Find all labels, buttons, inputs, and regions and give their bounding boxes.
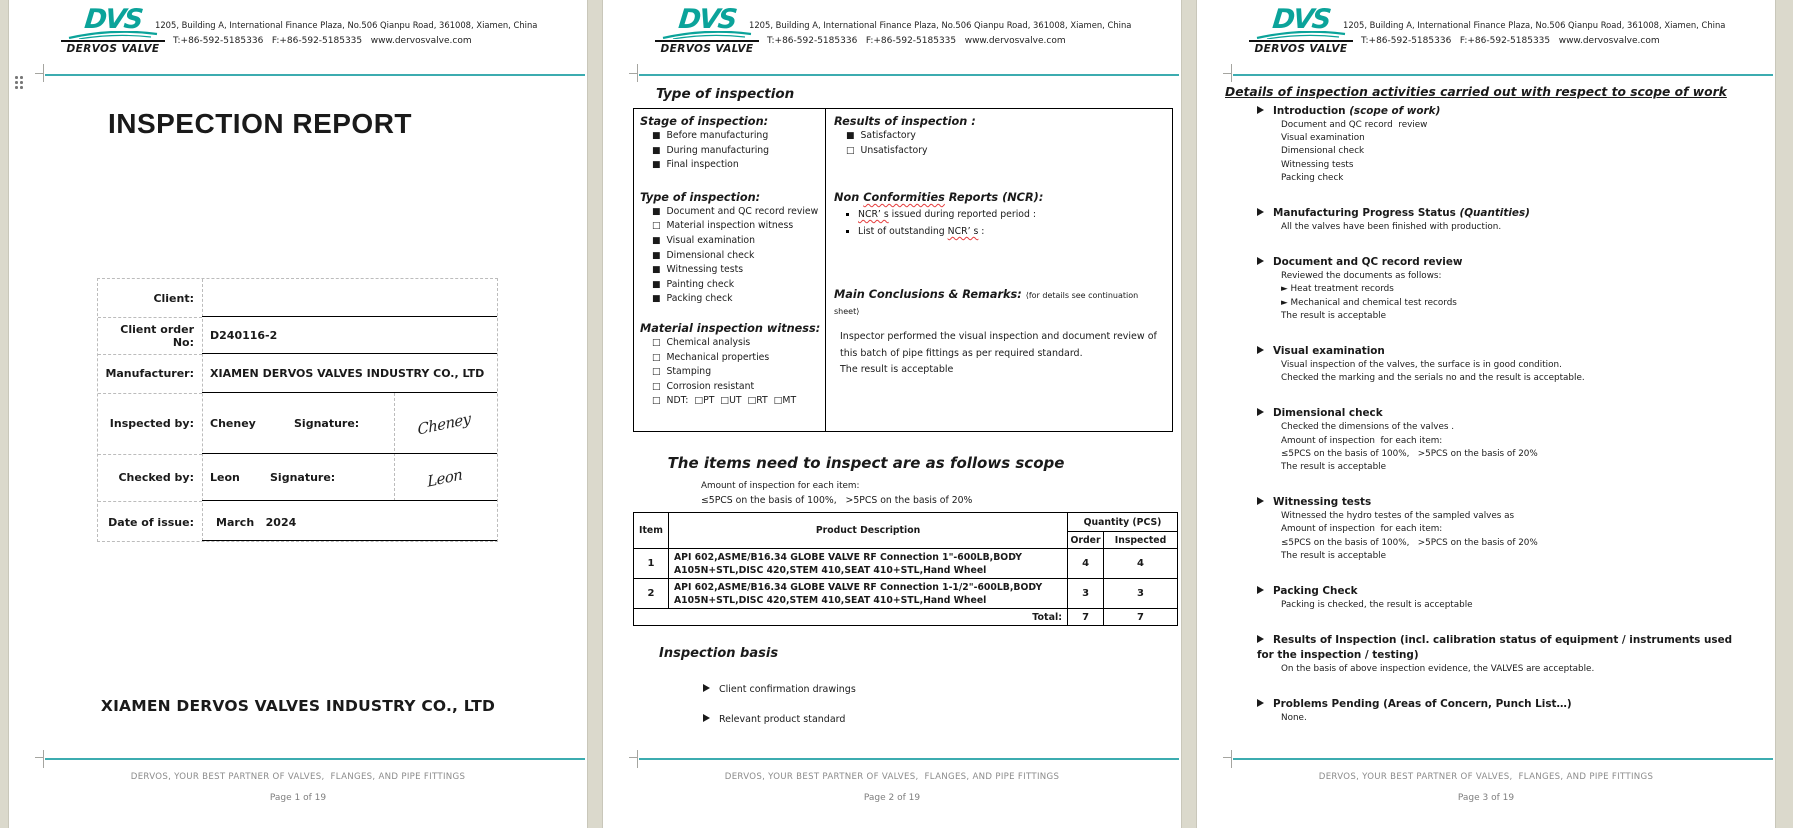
page-number: Page 1 of 19 bbox=[269, 793, 327, 803]
item-description: API 602,ASME/B16.34 GLOBE VALVE RF Connection 1-1/2"-600LB,BODY A105N+STL,DISC 420,STEM 410,SEAT 410+STL,Hand Wheel bbox=[668, 579, 1067, 609]
order-qty: 4 bbox=[1068, 549, 1104, 579]
logo-dvs-text: DVS bbox=[1270, 4, 1332, 35]
total-label: Total: bbox=[634, 609, 1068, 626]
field-value[interactable]: D240116-2 bbox=[210, 329, 278, 342]
checkbox-item: □ NDT: □PT □UT □RT □MT bbox=[652, 395, 797, 407]
section-dimensional-check: Dimensional check Checked the dimensions of the valves . Amount of inspection for each item: ≤5PCS on the basis of 100%, >5PCS on the basis of 20% The result is acceptable bbox=[1257, 406, 1749, 474]
section-introduction: Introduction (scope of work) Document and QC record review Visual examination Dimensional check Witnessing tests Packing check bbox=[1257, 104, 1749, 185]
amount-line-1: Amount of inspection for each item: bbox=[701, 481, 860, 491]
conclusion-line: Inspector performed the visual inspection and document review of bbox=[840, 331, 1157, 343]
header-boundary-mark bbox=[1223, 73, 1232, 74]
order-qty: 3 bbox=[1068, 579, 1104, 609]
field-label: Client order No: bbox=[120, 322, 194, 349]
logo-company-text: DERVOS VALVE bbox=[1249, 40, 1353, 55]
arrow-bullet-icon bbox=[1257, 106, 1264, 114]
section-document-qc-review: Document and QC record review Reviewed the documents as follows: ► Heat treatment records ► Mechanical and chemical test records The result is acceptable bbox=[1257, 255, 1749, 323]
scope-title: The items need to inspect are as follows scope bbox=[667, 454, 1065, 472]
signature-label: Signature: bbox=[294, 417, 360, 430]
checkbox-icon[interactable]: ■ bbox=[652, 294, 661, 305]
address-line-2: T:+86-592-5185336 F:+86-592-5185335 www.dervosvalve.com bbox=[1361, 36, 1660, 46]
square-bullet-icon bbox=[846, 213, 849, 216]
total-row bbox=[634, 609, 1178, 626]
checkbox-item: □ Corrosion resistant bbox=[652, 380, 755, 392]
report-info-table bbox=[97, 278, 498, 542]
logo-dvs-text: DVS bbox=[676, 4, 738, 35]
checkbox-icon[interactable]: □ bbox=[652, 352, 661, 363]
checkbox-icon[interactable]: ■ bbox=[652, 160, 661, 171]
inspector-name[interactable]: Cheney bbox=[210, 417, 256, 430]
details-sections bbox=[1257, 104, 1749, 747]
section-results-of-inspection: Results of Inspection (incl. calibration status of equipment / instruments used for the inspection / testing) On the basis of above inspection evidence, the VALVES are acceptable. bbox=[1257, 634, 1733, 675]
row-checked-by bbox=[98, 454, 497, 501]
header-address bbox=[155, 19, 581, 48]
type-title: Type of inspection: bbox=[640, 190, 761, 204]
footer-boundary-mark bbox=[1231, 750, 1232, 768]
checkbox-item: ■ Before manufacturing bbox=[652, 130, 769, 141]
field-label: Checked by: bbox=[118, 471, 194, 484]
company-name: XIAMEN DERVOS VALVES INDUSTRY CO., LTD bbox=[100, 697, 496, 715]
footer-rule bbox=[1233, 758, 1773, 760]
amount-line-2: ≤5PCS on the basis of 100%, >5PCS on the basis of 20% bbox=[701, 495, 973, 506]
address-line-2: T:+86-592-5185336 F:+86-592-5185335 www.dervosvalve.com bbox=[173, 36, 472, 46]
checkbox-icon[interactable]: ■ bbox=[846, 131, 855, 141]
footer-boundary-mark bbox=[43, 750, 44, 768]
arrow-bullet-icon bbox=[1257, 408, 1264, 416]
row-client bbox=[98, 279, 497, 317]
conclusion-line: The result is acceptable bbox=[840, 364, 954, 376]
inspection-type-table bbox=[633, 108, 1173, 432]
items-table bbox=[633, 512, 1178, 626]
section-packing-check: Packing Check Packing is checked, the result is acceptable bbox=[1257, 584, 1749, 612]
row-manufacturer bbox=[98, 354, 497, 393]
page-2[interactable] bbox=[602, 0, 1182, 828]
drag-handle[interactable] bbox=[15, 76, 23, 89]
dervos-logo bbox=[61, 6, 165, 55]
checkbox-icon[interactable]: ■ bbox=[652, 131, 661, 141]
page-3[interactable] bbox=[1196, 0, 1776, 828]
basis-item: Client confirmation drawings bbox=[703, 684, 856, 695]
col-header-inspected: Inspected bbox=[1104, 532, 1178, 549]
item-number: 1 bbox=[634, 549, 669, 579]
footer-boundary-mark bbox=[629, 757, 638, 758]
inspected-qty: 3 bbox=[1104, 579, 1178, 609]
checkbox-icon[interactable]: □ bbox=[846, 145, 855, 156]
report-title: INSPECTION REPORT bbox=[107, 108, 413, 139]
checkbox-item: ■ Packing check bbox=[652, 293, 733, 305]
ncr-outstanding-line: List of outstanding NCR’ s : bbox=[834, 224, 1166, 239]
footer-tagline: DERVOS, YOUR BEST PARTNER OF VALVES, FLANGES, AND PIPE FITTINGS bbox=[724, 772, 1060, 782]
ncr-issued-line: NCR’ s issued during reported period : bbox=[834, 207, 1166, 222]
arrow-bullet-icon bbox=[1257, 586, 1264, 594]
total-inspected: 7 bbox=[1104, 609, 1178, 626]
checkbox-item: ■ Satisfactory bbox=[846, 130, 916, 141]
footer-boundary-mark bbox=[1223, 757, 1232, 758]
header-boundary-mark bbox=[35, 73, 44, 74]
inspected-qty: 4 bbox=[1104, 549, 1178, 579]
checker-signature: Leon bbox=[426, 464, 463, 491]
dervos-logo bbox=[1249, 6, 1353, 55]
arrow-bullet-icon bbox=[1257, 208, 1264, 216]
checkbox-item: ■ During manufacturing bbox=[652, 144, 770, 156]
checkbox-icon[interactable]: ■ bbox=[652, 265, 661, 276]
table-row bbox=[634, 579, 1178, 609]
table-row bbox=[634, 549, 1178, 579]
inspection-basis-title: Inspection basis bbox=[659, 646, 779, 661]
conclusion-line: this batch of pipe fittings as per required standard. bbox=[840, 347, 1083, 359]
checkbox-item: □ Mechanical properties bbox=[652, 351, 770, 363]
col-header-order: Order bbox=[1068, 532, 1104, 549]
col-header-quantity: Quantity (PCS) bbox=[1068, 513, 1178, 532]
address-line-1: 1205, Building A, International Finance Plaza, No.506 Qianpu Road, 361008, Xiamen, China bbox=[155, 20, 538, 30]
checkbox-item: □ Chemical analysis bbox=[652, 336, 751, 348]
checkbox-icon[interactable]: □ bbox=[652, 367, 661, 378]
page-number: Page 2 of 19 bbox=[863, 793, 921, 803]
checkbox-icon[interactable]: □ bbox=[652, 396, 661, 407]
conclusions-title: Main Conclusions & Remarks: ⟨for details see continuation sheet⟩ bbox=[834, 288, 1139, 317]
arrow-bullet-icon bbox=[703, 684, 710, 692]
col-header-item: Item bbox=[634, 513, 669, 549]
header-boundary-mark bbox=[629, 73, 638, 74]
signature-label: Signature: bbox=[270, 471, 336, 484]
square-bullet-icon bbox=[846, 230, 849, 233]
page-number: Page 3 of 19 bbox=[1457, 793, 1515, 803]
dervos-logo bbox=[655, 6, 759, 55]
checkbox-item: ■ Witnessing tests bbox=[652, 264, 744, 276]
checkbox-item: ■ Visual examination bbox=[652, 234, 756, 246]
col-header-description: Product Description bbox=[668, 513, 1067, 549]
arrow-bullet-icon bbox=[1257, 346, 1264, 354]
checkbox-icon[interactable]: □ bbox=[652, 221, 661, 232]
checkbox-icon[interactable]: ■ bbox=[652, 235, 661, 246]
field-value[interactable]: XIAMEN DERVOS VALVES INDUSTRY CO., LTD bbox=[210, 367, 485, 380]
ncr-title: Non Conformities Reports (NCR): bbox=[834, 191, 1044, 205]
section-manufacturing-progress: Manufacturing Progress Status (Quantities) All the valves have been finished with production. bbox=[1257, 206, 1749, 234]
section-visual-examination: Visual examination Visual inspection of the valves, the surface is in good condition. Checked the marking and the serials no and the result is acceptable. bbox=[1257, 344, 1749, 385]
arrow-bullet-icon bbox=[1257, 635, 1264, 643]
row-date-of-issue bbox=[98, 501, 497, 543]
results-title: Results of inspection : bbox=[834, 115, 976, 128]
section-problems-pending: Problems Pending (Areas of Concern, Punch List…) None. bbox=[1257, 697, 1749, 725]
checker-name[interactable]: Leon bbox=[210, 471, 240, 484]
footer-tagline: DERVOS, YOUR BEST PARTNER OF VALVES, FLANGES, AND PIPE FITTINGS bbox=[130, 772, 466, 782]
checkbox-icon[interactable]: ■ bbox=[652, 145, 661, 156]
footer-boundary-mark bbox=[35, 757, 44, 758]
checkbox-item: ■ Final inspection bbox=[652, 159, 739, 171]
checkbox-item: ■ Painting check bbox=[652, 278, 735, 290]
header-address bbox=[749, 19, 1175, 48]
header-address bbox=[1343, 19, 1769, 48]
details-title: Details of inspection activities carried out with respect to scope of work bbox=[1225, 85, 1727, 99]
item-description: API 602,ASME/B16.34 GLOBE VALVE RF Connection 1"-600LB,BODY A105N+STL,DISC 420,STEM 410,SEAT 410+STL,Hand Wheel bbox=[668, 549, 1067, 579]
address-line-2: T:+86-592-5185336 F:+86-592-5185335 www.dervosvalve.com bbox=[767, 36, 1066, 46]
row-inspected-by bbox=[98, 393, 497, 454]
checkbox-item: □ Unsatisfactory bbox=[846, 144, 928, 156]
checkbox-icon[interactable]: ■ bbox=[652, 250, 661, 261]
footer-tagline: DERVOS, YOUR BEST PARTNER OF VALVES, FLANGES, AND PIPE FITTINGS bbox=[1318, 772, 1654, 782]
checkbox-item: □ Stamping bbox=[652, 366, 712, 378]
checkbox-icon[interactable]: □ bbox=[652, 381, 661, 392]
field-value[interactable]: March 2024 bbox=[216, 515, 297, 529]
field-label: Date of issue: bbox=[108, 515, 194, 529]
footer-rule bbox=[639, 758, 1179, 760]
stage-title: Stage of inspection: bbox=[640, 115, 769, 128]
arrow-bullet-icon bbox=[1257, 257, 1264, 265]
logo-dvs-text: DVS bbox=[82, 4, 144, 35]
page-1[interactable] bbox=[8, 0, 588, 828]
address-line-1: 1205, Building A, International Finance Plaza, No.506 Qianpu Road, 361008, Xiamen, China bbox=[1343, 20, 1726, 30]
checkbox-icon[interactable]: ■ bbox=[652, 206, 661, 217]
arrow-bullet-icon bbox=[1257, 699, 1264, 707]
checkbox-item: ■ Dimensional check bbox=[652, 249, 755, 261]
header-rule bbox=[45, 74, 585, 76]
checkbox-icon[interactable]: ■ bbox=[652, 279, 661, 290]
total-order: 7 bbox=[1068, 609, 1104, 626]
logo-company-text: DERVOS VALVE bbox=[61, 40, 165, 55]
checkbox-icon[interactable]: □ bbox=[652, 337, 661, 348]
header-rule bbox=[1233, 74, 1773, 76]
row-client-order-no bbox=[98, 317, 497, 354]
address-line-1: 1205, Building A, International Finance Plaza, No.506 Qianpu Road, 361008, Xiamen, China bbox=[749, 20, 1132, 30]
field-label: Inspected by: bbox=[109, 417, 194, 430]
arrow-bullet-icon bbox=[1257, 497, 1264, 505]
footer-boundary-mark bbox=[637, 750, 638, 768]
material-title: Material inspection witness: bbox=[640, 321, 821, 335]
section-witnessing-tests: Witnessing tests Witnessed the hydro testes of the sampled valves as Amount of inspection for each item: ≤5PCS on the basis of 100%, >5PCS on the basis of 20% The result is acceptable bbox=[1257, 495, 1749, 563]
inspection-type-left-column bbox=[634, 109, 826, 431]
field-label: Manufacturer: bbox=[105, 367, 194, 380]
checkbox-item: ■ Document and QC record review bbox=[652, 205, 819, 217]
field-label: Client: bbox=[153, 291, 194, 305]
checkbox-item: □ Material inspection witness bbox=[652, 220, 794, 232]
basis-item: Relevant product standard bbox=[703, 714, 845, 725]
arrow-bullet-icon bbox=[703, 714, 710, 722]
footer-rule bbox=[45, 758, 585, 760]
logo-company-text: DERVOS VALVE bbox=[655, 40, 759, 55]
item-number: 2 bbox=[634, 579, 669, 609]
inspection-type-right-column bbox=[826, 109, 1172, 431]
header-rule bbox=[639, 74, 1179, 76]
section-title-type-of-inspection: Type of inspection bbox=[656, 86, 795, 102]
inspector-signature: Cheney bbox=[417, 408, 472, 439]
